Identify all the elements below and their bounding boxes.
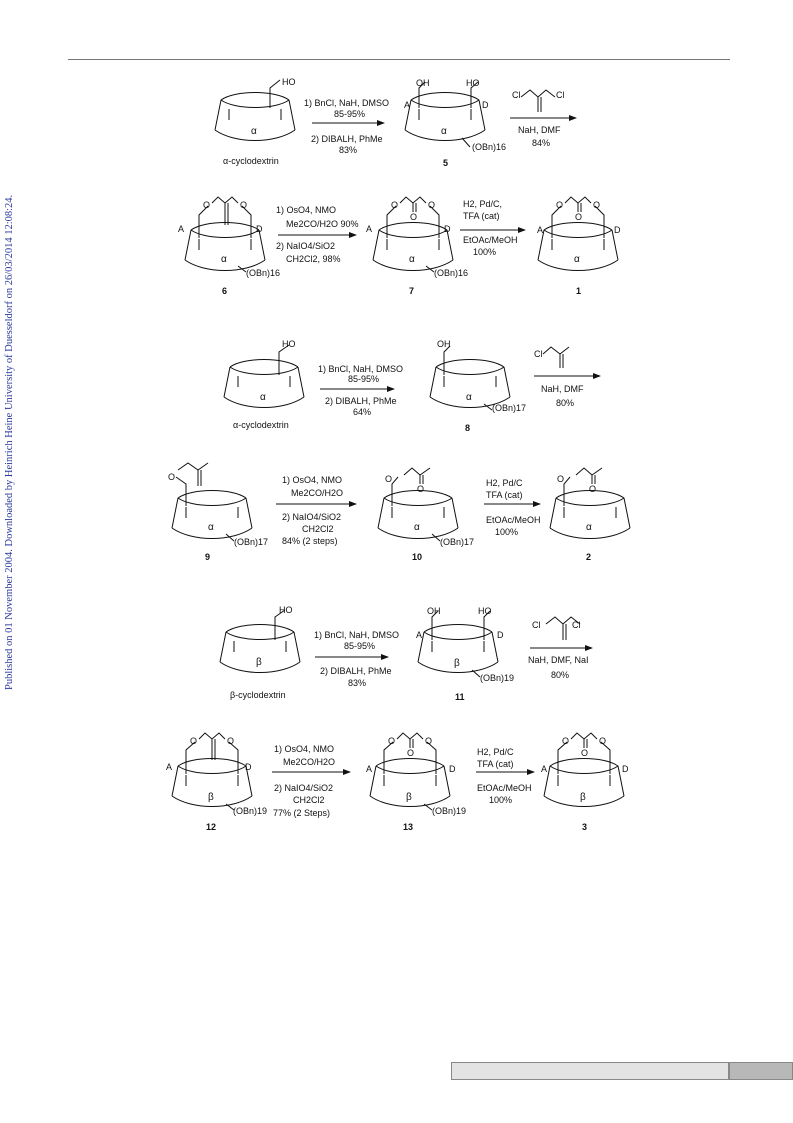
svg-text:A: A (366, 764, 373, 774)
svg-text:D: D (622, 764, 629, 774)
svg-text:O: O (593, 200, 601, 210)
svg-text:2) NaIO4/SiO2: 2) NaIO4/SiO2 (282, 512, 342, 522)
svg-text:β: β (580, 792, 586, 803)
svg-text:O: O (388, 736, 396, 746)
svg-text:O: O (391, 200, 399, 210)
svg-text:7: 7 (409, 286, 415, 296)
svg-text:2) DIBALH, PhMe: 2) DIBALH, PhMe (320, 666, 392, 676)
reaction-arrow-r12 (476, 747, 534, 805)
svg-text:HO: HO (478, 606, 492, 616)
svg-text:83%: 83% (339, 145, 358, 155)
compound-5 (404, 78, 506, 168)
svg-text:α: α (221, 254, 227, 265)
svg-text:β: β (208, 792, 214, 803)
svg-text:A: A (404, 100, 411, 110)
svg-text:α: α (466, 392, 472, 403)
svg-text:1) BnCl, NaH, DMSO: 1) BnCl, NaH, DMSO (318, 364, 404, 374)
reaction-arrow-r2 (510, 118, 576, 148)
svg-text:(OBn)19: (OBn)19 (480, 673, 515, 683)
footer-bar (451, 1062, 729, 1080)
reaction-arrow-r6 (534, 376, 600, 408)
reaction-arrow-r11 (272, 744, 350, 818)
svg-text:NaH, DMF: NaH, DMF (518, 125, 561, 135)
reaction-arrow-r10 (528, 648, 592, 680)
reaction-arrow-r3 (276, 205, 359, 264)
svg-text:α: α (441, 126, 447, 137)
compound-9 (168, 463, 268, 562)
download-notice: Published on 01 November 2004. Downloaded by Heinrich Heine University of Duesseldorf on 26/03/2014 12:08:24. (4, 194, 15, 690)
svg-text:(OBn)16: (OBn)16 (246, 268, 281, 278)
svg-text:OH: OH (427, 606, 441, 616)
svg-text:5: 5 (443, 158, 449, 168)
svg-text:77% (2 Steps): 77% (2 Steps) (273, 808, 331, 818)
compound-7 (366, 197, 468, 296)
svg-text:O: O (407, 748, 415, 758)
svg-text:1) OsO4, NMO: 1) OsO4, NMO (282, 475, 343, 485)
svg-text:84% (2 steps): 84% (2 steps) (282, 536, 338, 546)
svg-text:A: A (366, 224, 373, 234)
svg-text:O: O (589, 484, 597, 494)
svg-text:H2, Pd/C: H2, Pd/C (486, 478, 523, 488)
svg-text:OH: OH (416, 78, 430, 88)
compound-12 (166, 733, 267, 832)
reagent-dichloro-2 (532, 617, 581, 640)
compound-2 (550, 468, 630, 562)
svg-text:Me2CO/H2O 90%: Me2CO/H2O 90% (286, 219, 359, 229)
svg-text:O: O (556, 200, 564, 210)
compound-11 (416, 606, 514, 702)
svg-text:64%: 64% (353, 407, 372, 417)
svg-text:β: β (406, 792, 412, 803)
svg-text:α: α (260, 392, 266, 403)
svg-text:CH2Cl2: CH2Cl2 (302, 524, 334, 534)
compound-8 (430, 339, 526, 433)
svg-text:80%: 80% (556, 398, 575, 408)
svg-text:2) NaIO4/SiO2: 2) NaIO4/SiO2 (274, 783, 334, 793)
svg-text:O: O (227, 736, 235, 746)
compound-10 (378, 468, 474, 562)
svg-text:OH: OH (437, 339, 451, 349)
svg-text:Cl: Cl (512, 90, 521, 100)
svg-text:100%: 100% (489, 795, 513, 805)
footer-page-box (729, 1062, 793, 1080)
svg-text:Cl: Cl (556, 90, 565, 100)
svg-text:O: O (190, 736, 198, 746)
svg-text:(OBn)17: (OBn)17 (234, 537, 269, 547)
svg-text:NaH, DMF, NaI: NaH, DMF, NaI (528, 655, 589, 665)
svg-text:1) BnCl, NaH, DMSO: 1) BnCl, NaH, DMSO (304, 98, 390, 108)
compound-3 (541, 733, 629, 832)
svg-text:D: D (449, 764, 456, 774)
svg-text:α-cyclodextrin: α-cyclodextrin (233, 420, 289, 430)
svg-text:O: O (240, 200, 248, 210)
svg-text:A: A (416, 630, 423, 640)
alpha-cyclodextrin-2 (224, 339, 304, 430)
svg-text:O: O (599, 736, 607, 746)
svg-text:TFA (cat): TFA (cat) (477, 759, 514, 769)
svg-text:D: D (256, 224, 263, 234)
svg-text:8: 8 (465, 423, 471, 433)
svg-text:CH2Cl2, 98%: CH2Cl2, 98% (286, 254, 341, 264)
svg-text:85-95%: 85-95% (344, 641, 376, 651)
svg-text:Cl: Cl (534, 349, 543, 359)
svg-text:α: α (414, 522, 420, 533)
svg-text:9: 9 (205, 552, 211, 562)
svg-text:(OBn)16: (OBn)16 (434, 268, 469, 278)
svg-text:O: O (417, 484, 425, 494)
svg-text:Cl: Cl (572, 620, 581, 630)
svg-text:β-cyclodextrin: β-cyclodextrin (230, 690, 286, 700)
svg-text:O: O (203, 200, 211, 210)
svg-text:TFA (cat): TFA (cat) (463, 211, 500, 221)
reaction-arrow-r4 (460, 199, 525, 257)
svg-text:6: 6 (222, 286, 228, 296)
svg-text:(OBn)19: (OBn)19 (233, 806, 268, 816)
svg-text:D: D (482, 100, 489, 110)
svg-text:1) OsO4, NMO: 1) OsO4, NMO (274, 744, 335, 754)
svg-text:D: D (444, 224, 451, 234)
svg-text:EtOAc/MeOH: EtOAc/MeOH (463, 235, 518, 245)
svg-text:1) OsO4, NMO: 1) OsO4, NMO (276, 205, 337, 215)
svg-text:O: O (410, 212, 418, 222)
svg-text:EtOAc/MeOH: EtOAc/MeOH (477, 783, 532, 793)
svg-text:13: 13 (403, 822, 414, 832)
svg-text:(OBn)17: (OBn)17 (440, 537, 475, 547)
svg-text:HO: HO (466, 78, 480, 88)
svg-text:O: O (581, 748, 589, 758)
svg-text:β: β (454, 658, 460, 669)
svg-text:Cl: Cl (532, 620, 541, 630)
svg-text:3: 3 (582, 822, 588, 832)
svg-text:α: α (574, 254, 580, 265)
reagent-dichloro (512, 90, 565, 112)
svg-text:83%: 83% (348, 678, 367, 688)
svg-text:α: α (251, 126, 257, 137)
svg-text:Me2CO/H2O: Me2CO/H2O (283, 757, 336, 767)
svg-text:(OBn)17: (OBn)17 (492, 403, 527, 413)
svg-text:85-95%: 85-95% (334, 109, 366, 119)
svg-text:80%: 80% (551, 670, 570, 680)
svg-text:84%: 84% (532, 138, 551, 148)
svg-text:H2, Pd/C,: H2, Pd/C, (463, 199, 503, 209)
svg-text:H2, Pd/C: H2, Pd/C (477, 747, 514, 757)
svg-text:A: A (166, 762, 173, 772)
svg-text:2) NaIO4/SiO2: 2) NaIO4/SiO2 (276, 241, 336, 251)
svg-text:α: α (208, 522, 214, 533)
svg-text:O: O (575, 212, 583, 222)
svg-text:1: 1 (576, 286, 582, 296)
svg-text:2) DIBALH, PhMe: 2) DIBALH, PhMe (325, 396, 397, 406)
reaction-arrow-r7 (276, 475, 356, 546)
svg-text:NaH, DMF: NaH, DMF (541, 384, 584, 394)
svg-text:α-cyclodextrin: α-cyclodextrin (223, 156, 279, 166)
svg-text:EtOAc/MeOH: EtOAc/MeOH (486, 515, 541, 525)
svg-text:α: α (586, 522, 592, 533)
svg-text:100%: 100% (473, 247, 497, 257)
compound-13 (366, 733, 466, 832)
reaction-arrow-r9 (314, 630, 399, 688)
svg-text:O: O (385, 474, 393, 484)
svg-text:Me2CO/H2O: Me2CO/H2O (291, 488, 344, 498)
svg-text:O: O (168, 472, 176, 482)
reagent-methallyl-chloride (534, 347, 569, 368)
svg-text:1) BnCl, NaH, DMSO: 1) BnCl, NaH, DMSO (314, 630, 400, 640)
svg-text:α: α (409, 254, 415, 265)
compound-6 (178, 197, 280, 296)
svg-text:HO: HO (282, 339, 296, 349)
svg-text:85-95%: 85-95% (348, 374, 380, 384)
svg-text:CH2Cl2: CH2Cl2 (293, 795, 325, 805)
svg-text:O: O (557, 474, 565, 484)
svg-text:(OBn)16: (OBn)16 (472, 142, 507, 152)
svg-text:100%: 100% (495, 527, 519, 537)
svg-text:A: A (541, 764, 548, 774)
svg-text:11: 11 (455, 692, 465, 702)
svg-text:HO: HO (279, 605, 293, 615)
beta-cyclodextrin (220, 605, 300, 700)
reaction-arrow-r8 (484, 478, 541, 537)
svg-text:2) DIBALH, PhMe: 2) DIBALH, PhMe (311, 134, 383, 144)
svg-text:D: D (497, 630, 504, 640)
svg-text:10: 10 (412, 552, 423, 562)
svg-text:12: 12 (206, 822, 217, 832)
svg-text:D: D (245, 762, 252, 772)
svg-text:O: O (428, 200, 436, 210)
svg-text:D: D (614, 225, 621, 235)
svg-text:A: A (178, 224, 185, 234)
svg-text:HO: HO (282, 77, 296, 87)
alpha-cyclodextrin-1 (215, 77, 296, 166)
reaction-arrow-r1 (304, 98, 389, 155)
svg-text:O: O (562, 736, 570, 746)
svg-text:O: O (425, 736, 433, 746)
svg-text:A: A (537, 225, 544, 235)
svg-text:β: β (256, 657, 262, 668)
reaction-arrow-r5 (318, 364, 403, 417)
svg-text:TFA (cat): TFA (cat) (486, 490, 523, 500)
svg-text:(OBn)19: (OBn)19 (432, 806, 467, 816)
svg-text:2: 2 (586, 552, 592, 562)
compound-1 (537, 197, 621, 296)
